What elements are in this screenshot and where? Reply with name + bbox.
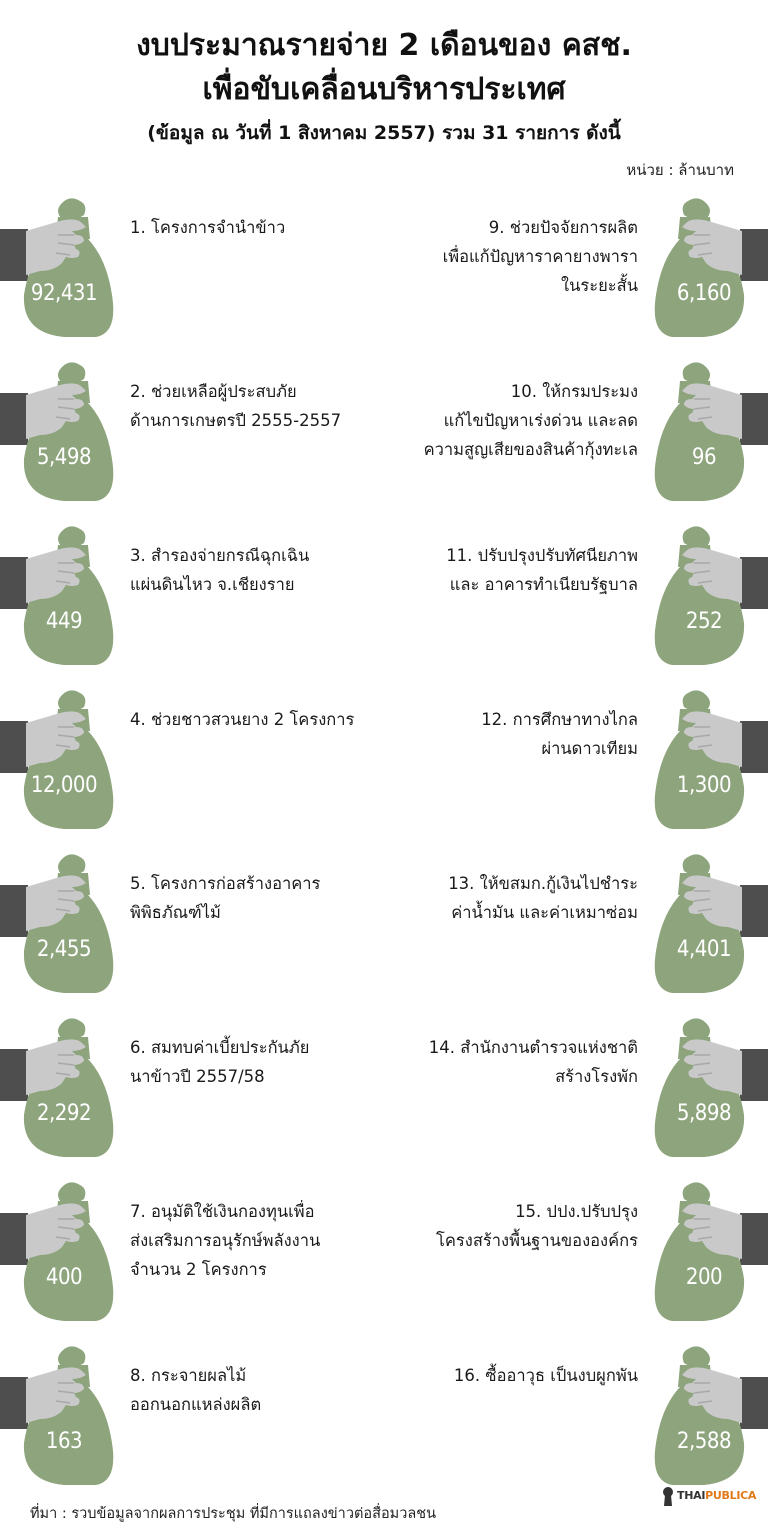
item-label: 12. การศึกษาทางไกล ผ่านดาวเทียม [481, 710, 638, 758]
money-bag-icon [0, 1015, 140, 1165]
budget-row [0, 195, 768, 359]
item-label: 2. ช่วยเหลือผู้ประสบภัย ด้านการเกษตรปี 2555-2557 [130, 382, 342, 430]
item-label: 3. สำรองจ่ายกรณีฉุกเฉิน แผ่นดินไหว จ.เชียงราย [130, 546, 310, 594]
keyhole-icon [662, 1486, 674, 1506]
item-label: 7. อนุมัติใช้เงินกองทุนเพื่อ ส่งเสริมการอนุรักษ์พลังงาน จำนวน 2 โครงการ [130, 1202, 321, 1279]
item-label: 15. ปปง.ปรับปรุง โครงสร้างพื้นฐานขององค์กร [436, 1202, 638, 1250]
unit-label: หน่วย : ล้านบาท [626, 161, 734, 179]
item-label: 9. ช่วยปัจจัยการผลิต เพื่อแก้ปัญหาราคายางพารา ในระยะสั้น [442, 218, 638, 295]
thaipublica-logo [662, 1484, 757, 1508]
item-amount: 4,401 [676, 937, 732, 962]
money-bag-icon [0, 359, 140, 509]
money-bag-icon [0, 687, 140, 837]
page-title: งบประมาณรายจ่าย 2 เดือนของ คสช. [136, 28, 632, 63]
money-bag-icon [0, 1343, 140, 1493]
money-bag-icon [0, 1179, 140, 1329]
item-amount: 400 [45, 1265, 83, 1290]
item-label: 8. กระจายผลไม้ ออกนอกแหล่งผลิต [130, 1366, 262, 1414]
item-label: 13. ให้ขสมก.กู้เงินไปชำระ ค่าน้ำมัน และค่าเหมาซ่อม [448, 874, 638, 922]
budget-row [0, 523, 768, 687]
budget-row [0, 687, 768, 851]
money-bag-icon [628, 195, 768, 345]
item-amount: 5,498 [36, 445, 92, 470]
item-amount: 200 [685, 1265, 723, 1290]
item-amount: 2,588 [676, 1429, 732, 1454]
item-label: 4. ช่วยชาวสวนยาง 2 โครงการ [130, 710, 355, 729]
item-amount: 92,431 [30, 281, 98, 306]
item-amount: 252 [685, 609, 723, 634]
item-label: 5. โครงการก่อสร้างอาคาร พิพิธภัณฑ์ไม้ [130, 874, 321, 922]
item-amount: 2,292 [36, 1101, 92, 1126]
budget-row [0, 851, 768, 1015]
item-amount: 1,300 [676, 773, 732, 798]
budget-row [0, 1015, 768, 1179]
money-bag-icon [628, 1179, 768, 1329]
money-bag-icon [628, 359, 768, 509]
item-label: 1. โครงการจำนำข้าว [130, 218, 286, 237]
item-label: 6. สมทบค่าเบี้ยประกันภัย นาข้าวปี 2557/58 [130, 1038, 310, 1086]
budget-row [0, 1343, 768, 1507]
item-label: 11. ปรับปรุงปรับทัศนียภาพ และ อาคารทำเนียบรัฐบาล [446, 546, 638, 594]
money-bag-icon [628, 851, 768, 1001]
item-amount: 96 [691, 445, 717, 470]
item-label: 10. ให้กรมประมง แก้ไขปัญหาเร่งด่วน และลด ความสูญเสียของสินค้ากุ้งทะเล [423, 382, 638, 459]
money-bag-icon [628, 523, 768, 673]
item-label: 14. สำนักงานตำรวจแห่งชาติ สร้างโรงพัก [428, 1038, 638, 1086]
budget-row [0, 1179, 768, 1343]
money-bag-icon [628, 687, 768, 837]
item-amount: 5,898 [676, 1101, 732, 1126]
money-bag-icon [0, 851, 140, 1001]
item-amount: 449 [45, 609, 83, 634]
item-amount: 2,455 [36, 937, 92, 962]
item-amount: 12,000 [30, 773, 98, 798]
page-subtitle: (ข้อมูล ณ วันที่ 1 สิงหาคม 2557) รวม 31 รายการ ดังนี้ [147, 122, 621, 144]
money-bag-icon [0, 195, 140, 345]
logo-text: THAIPUBLICA [677, 1489, 757, 1502]
money-bag-icon [0, 523, 140, 673]
item-label: 16. ซื้ออาวุธ เป็นงบผูกพัน [453, 1366, 638, 1385]
money-bag-icon [628, 1015, 768, 1165]
source-note: ที่มา : รวบข้อมูลจากผลการประชุม ที่มีการแถลงข่าวต่อสื่อมวลชน [30, 1506, 436, 1522]
money-bag-icon [628, 1343, 768, 1493]
item-amount: 6,160 [676, 281, 732, 306]
item-amount: 163 [45, 1429, 83, 1454]
budget-row [0, 359, 768, 523]
page-title-line2: เพื่อขับเคลื่อนบริหารประเทศ [202, 72, 566, 107]
